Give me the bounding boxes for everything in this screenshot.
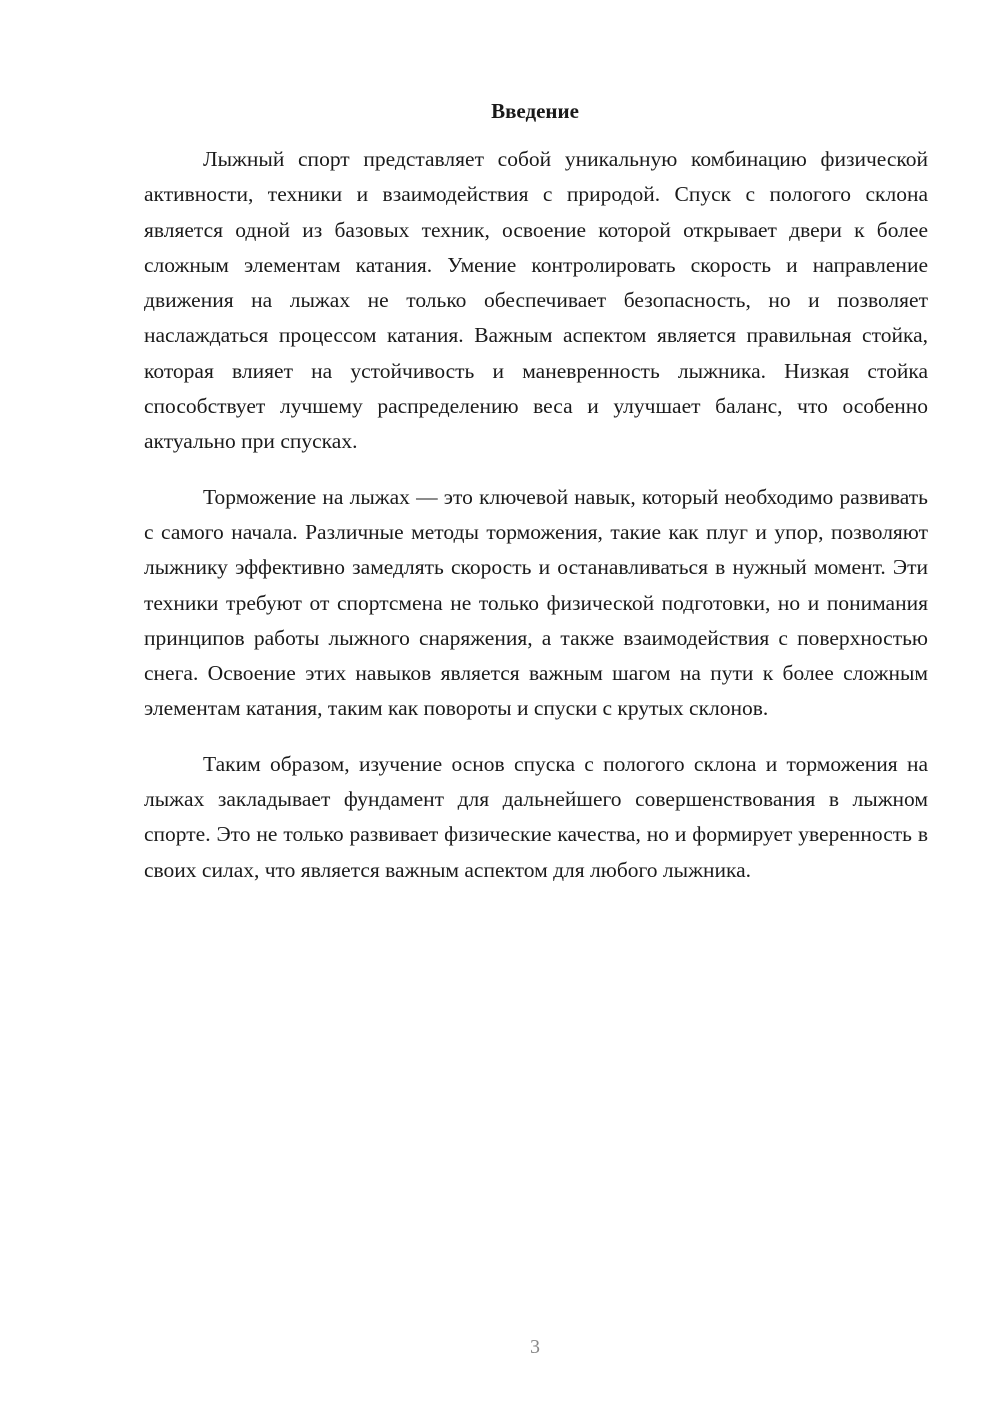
paragraph-2: Торможение на лыжах — это ключевой навык, который необходимо развивать с самого начала. Различные методы торможения, такие как плуг и упор, позволяют лыжнику эффективно замедлять скорость и останавливаться в нужный момент. Эти техники требуют от спортсмена не только физической подготовки, но и понимания принципов работы лыжного снаряжения, а также взаимодействия с поверхностью снега. Освоение этих навыков является важным шагом на пути к более сложным элементам катания, таким как повороты и спуски с крутых склонов. [144, 484, 928, 721]
page-number: 3 [530, 1336, 540, 1358]
body-text [144, 142, 928, 908]
paragraph-3: Таким образом, изучение основ спуска с пологого склона и торможения на лыжах закладывает фундамент для дальнейшего совершенствования в лыжном спорте. Это не только развивает физические качества, но и формирует уверенность в своих силах, что является важным аспектом для любого лыжника. [144, 751, 928, 882]
paragraph-1: Лыжный спорт представляет собой уникальную комбинацию физической активности, техники и взаимодействия с природой. Спуск с пологого склона является одной из базовых техник, освоение которой открывает двери к более сложным элементам катания. Умение контролировать скорость и направление движения на лыжах не только обеспечивает безопасность, но и позволяет наслаждаться процессом катания. Важным аспектом является правильная стойка, которая влияет на устойчивость и маневренность лыжника. Низкая стойка способствует лучшему распределению веса и улучшает баланс, что особенно актуально при спусках. [144, 147, 928, 454]
section-heading: Введение [491, 99, 579, 123]
